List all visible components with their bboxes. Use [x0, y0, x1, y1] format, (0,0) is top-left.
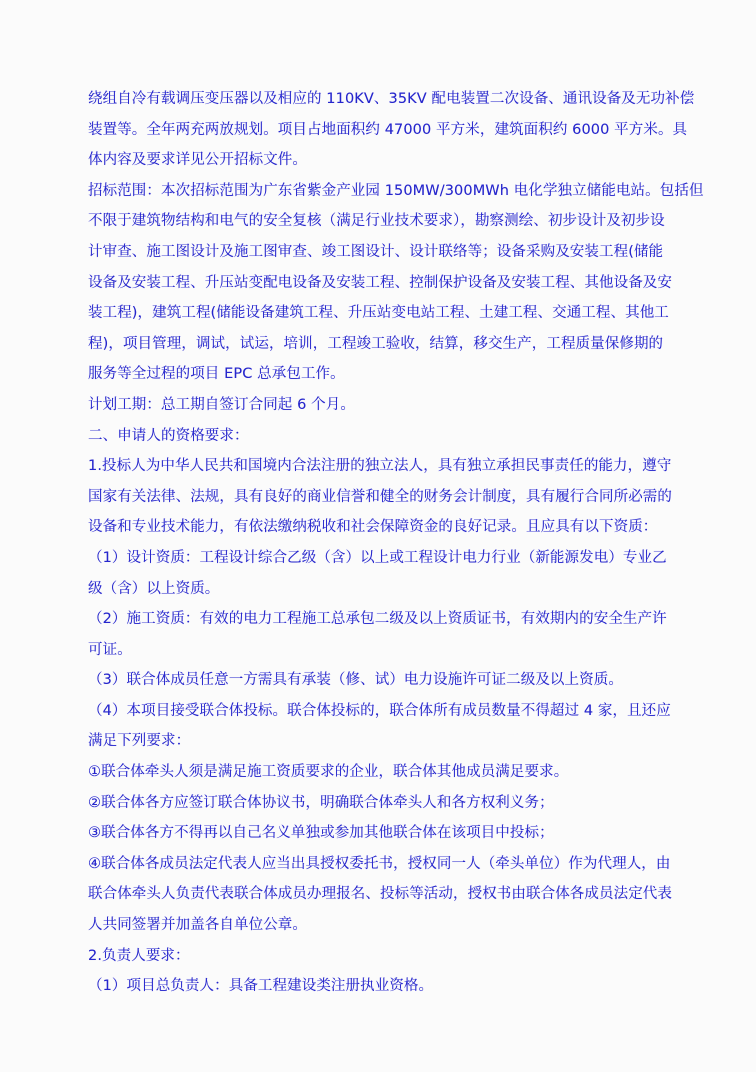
document-line: 可证。: [88, 641, 132, 658]
document-line: （1）设计资质：工程设计综合乙级（含）以上或工程设计电力行业（新能源发电）专业乙: [88, 549, 667, 566]
document-line: 计审查、施工图设计及施工图审查、竣工图设计、设计联络等；设备采购及安装工程(储能: [88, 243, 664, 260]
document-line: 不限于建筑物结构和电气的安全复核（满足行业技术要求），勘察测绘、初步设计及初步设: [88, 213, 665, 230]
document-line: 设备及安装工程、升压站变配电设备及安装工程、控制保护设备及安装工程、其他设备及安: [88, 274, 672, 291]
document-line: 级（含）以上资质。: [88, 580, 220, 597]
document-line: 二、申请人的资格要求：: [88, 427, 249, 444]
document-line: （3）联合体成员任意一方需具有承装（修、试）电力设施许可证二级及以上资质。: [88, 672, 623, 689]
document-line: 2.负责人要求：: [88, 947, 190, 964]
document-line: （1）项目总负责人：具备工程建设类注册执业资格。: [88, 978, 434, 995]
document-line: 联合体牵头人负责代表联合体成员办理报名、投标等活动，授权书由联合体各成员法定代表: [88, 886, 672, 903]
document-line: 设备和专业技术能力，有依法缴纳税收和社会保障资金的良好记录。且应具有以下资质：: [88, 519, 658, 536]
document-line: （2）施工资质：有效的电力工程施工总承包二级及以上资质证书，有效期内的安全生产许: [88, 611, 667, 628]
document-line: 体内容及要求详见公开招标文件。: [88, 152, 307, 169]
document-line: ③联合体各方不得再以自己名义单独或参加其他联合体在该项目中投标；: [88, 825, 554, 842]
document-line: ①联合体牵头人须是满足施工资质要求的企业，联合体其他成员满足要求。: [88, 764, 569, 781]
document-line: 国家有关法律、法规，具有良好的商业信誉和健全的财务会计制度，具有履行合同所必需的: [88, 488, 672, 505]
document-line: 人共同签署并加盖各自单位公章。: [88, 917, 307, 934]
document-line: （4）本项目接受联合体投标。联合体投标的，联合体所有成员数量不得超过 4 家，且还应: [88, 702, 671, 719]
document-line: 绕组自冷有载调压变压器以及相应的 110KV、35KV 配电装置二次设备、通讯设备及无功补偿: [88, 91, 695, 107]
document-line: 程)，项目管理，调试，试运，培训，工程竣工验收，结算，移交生产，工程质量保修期的: [88, 335, 664, 352]
document-body: [88, 84, 704, 1002]
document-line: 1.投标人为中华人民共和国境内合法注册的独立法人，具有独立承担民事责任的能力，遵守: [88, 458, 672, 475]
document-line: 招标范围：本次招标范围为广东省紫金产业园 150MW/300MWh 电化学独立储能电站。包括但: [88, 182, 704, 199]
document-line: 装工程)，建筑工程(储能设备建筑工程、升压站变电站工程、土建工程、交通工程、其他工: [88, 305, 669, 322]
document-line: 满足下列要求：: [88, 733, 191, 750]
document-line: 计划工期：总工期自签订合同起 6 个月。: [88, 396, 355, 413]
document-line: ②联合体各方应签订联合体协议书，明确联合体牵头人和各方权利义务；: [88, 794, 554, 811]
document-line: ④联合体各成员法定代表人应当出具授权委托书，授权同一人（牵头单位）作为代理人，由: [88, 855, 671, 872]
document-line: 装置等。全年两充两放规划。项目占地面积约 47000 平方米，建筑面积约 6000 平方米。具: [88, 121, 688, 138]
document-line: 服务等全过程的项目 EPC 总承包工作。: [88, 366, 345, 383]
